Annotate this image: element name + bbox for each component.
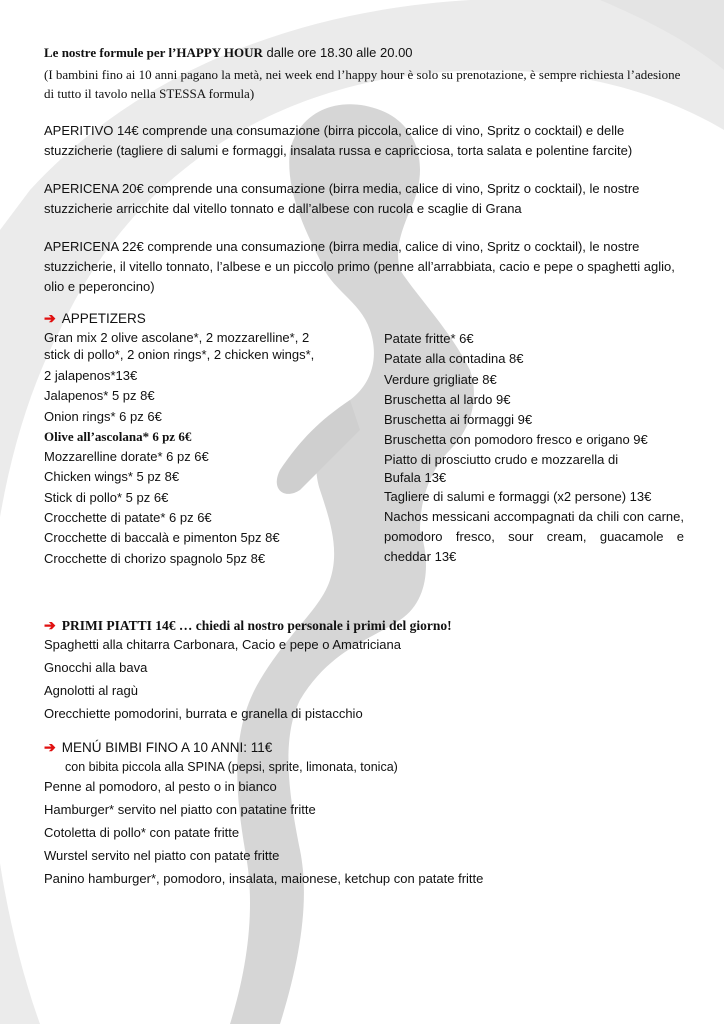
appetizers-heading-label: APPETIZERS [61, 311, 146, 326]
list-item [44, 427, 344, 447]
primi-item: Spaghetti alla chitarra Carbonara, Cacio e pepe o Amatriciana [44, 637, 401, 652]
list-item: Chicken wings* 5 pz 8€ [44, 469, 180, 485]
list-item: Crocchette di patate* 6 pz 6€ [44, 510, 212, 526]
happy-hour-title-bold: Le nostre formule per l’HAPPY HOUR [44, 45, 263, 60]
list-item: Crocchette di baccalà e pimenton 5pz 8€ [44, 530, 280, 546]
list-item: Stick di pollo* 5 pz 6€ [44, 489, 169, 505]
offer-apericena-20: APERICENA 20€ comprende una consumazione (birra media, calice di vino, Spritz o cocktail), le nostre stuzzicherie arricchite dal vitello tonnato e dall’albese con rucola e scaglie di Grana [44, 181, 640, 216]
offer-apericena-22: APERICENA 22€ comprende una consumazione (birra media, calice di vino, Spritz o cocktail), le nostre stuzzicherie, il vitello tonnato, l’albese e un piccolo primo (penne all’arrabbiata, cacio e pepe o spaghetti aglio, olio e peperoncino) [44, 239, 675, 294]
bimbi-subtitle: con bibita piccola alla SPINA (pepsi, sprite, limonata, tonica) [65, 760, 398, 774]
happy-hour-note: (I bambini fino ai 10 anni pagano la metà, nei week end l’happy hour è solo su prenotazione, è sempre richiesta l’adesione di tutto il tavolo nella STESSA formula) [44, 67, 681, 101]
bimbi-heading [44, 739, 272, 756]
list-item: stick di pollo*, 2 onion rings*, 2 chicken wings*, [44, 347, 315, 362]
list-item: Jalapenos* 5 pz 8€ [44, 388, 155, 404]
appetizers-left-list [44, 329, 344, 569]
list-item: Bruschetta con pomodoro fresco e origano 9€ [384, 432, 648, 448]
offer-aperitivo: APERITIVO 14€ comprende una consumazione (birra piccola, calice di vino, Spritz o cocktail) e delle stuzzicherie (tagliere di salumi e formaggi, insalata russa e capricciosa, torta salata e polentine farcite) [44, 123, 633, 158]
bimbi-heading-label: MENÚ BIMBI FINO A 10 ANNI: 11€ [61, 740, 273, 755]
list-item: Bruschetta ai formaggi 9€ [384, 412, 533, 428]
list-item: Verdure grigliate 8€ [384, 371, 497, 387]
list-item: Piatto di prosciutto crudo e mozzarella di [384, 451, 619, 467]
primi-item: Agnolotti al ragù [44, 683, 138, 698]
appetizers-heading [44, 310, 146, 327]
olive-ascolana-label: Olive all’ascolana* 6 pz 6€ [44, 428, 192, 444]
happy-hour-time: dalle ore 18.30 alle 20.00 [262, 45, 413, 60]
list-item: Bruschetta al lardo 9€ [384, 391, 511, 407]
arrow-right-icon: ➔ [44, 739, 56, 755]
primi-item: Gnocchi alla bava [44, 660, 148, 675]
list-item: Crocchette di chorizo spagnolo 5pz 8€ [44, 550, 266, 566]
primi-heading [44, 617, 452, 634]
appetizers-right-list [384, 329, 684, 567]
primi-heading-label: PRIMI PIATTI 14€ … chiedi al nostro personale i primi del giorno! [61, 618, 452, 633]
list-item: Mozzarelline dorate* 6 pz 6€ [44, 449, 209, 465]
list-item: Patate fritte* 6€ [384, 331, 474, 346]
list-item: Patate alla contadina 8€ [384, 351, 524, 367]
bimbi-item: Penne al pomodoro, al pesto o in bianco [44, 779, 277, 794]
list-item: Tagliere di salumi e formaggi (x2 persone) 13€ [384, 488, 652, 504]
primi-item: Orecchiette pomodorini, burrata e granella di pistacchio [44, 706, 363, 721]
list-item: Bufala 13€ [384, 469, 447, 485]
list-item: Gran mix 2 olive ascolane*, 2 mozzarelline*, 2 [44, 330, 310, 345]
list-item: Nachos messicani accompagnati da chili con carne, pomodoro fresco, sour cream, guacamole e cheddar 13€ [384, 509, 684, 565]
happy-hour-title [44, 45, 413, 61]
bimbi-item: Hamburger* servito nel piatto con patatine fritte [44, 802, 316, 817]
arrow-right-icon: ➔ [44, 617, 56, 633]
list-item: 2 jalapenos*13€ [44, 368, 138, 383]
bimbi-item: Wurstel servito nel piatto con patate fritte [44, 848, 280, 863]
bimbi-item: Panino hamburger*, pomodoro, insalata, maionese, ketchup con patate fritte [44, 871, 484, 886]
list-item: Onion rings* 6 pz 6€ [44, 408, 162, 424]
bimbi-item: Cotoletta di pollo* con patate fritte [44, 825, 240, 840]
arrow-right-icon: ➔ [44, 310, 56, 326]
